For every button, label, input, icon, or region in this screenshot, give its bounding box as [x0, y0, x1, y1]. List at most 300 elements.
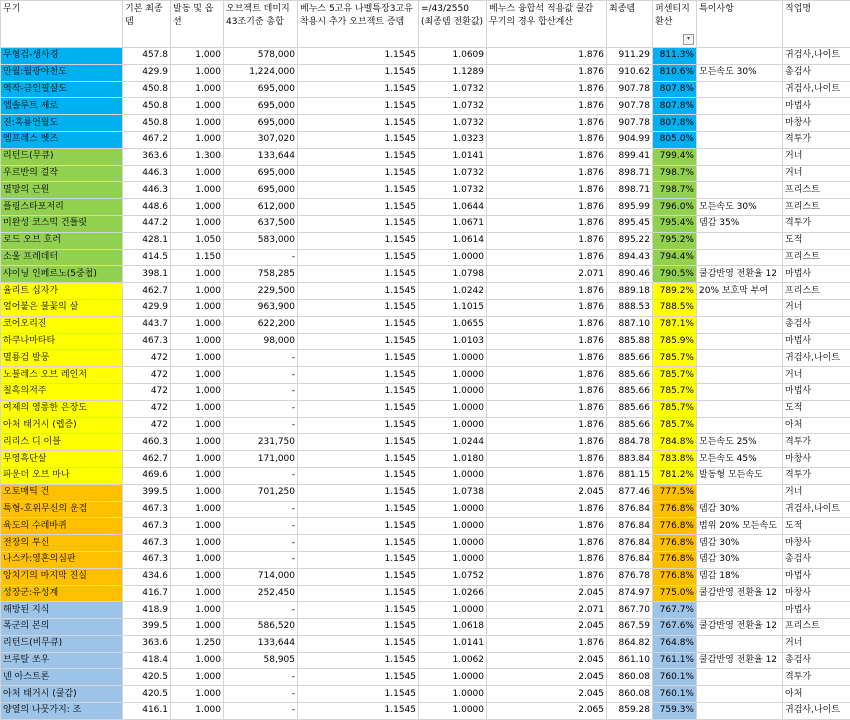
cell-final-damage[interactable]: 859.28	[607, 703, 653, 720]
cell-final-damage[interactable]: 895.22	[607, 232, 653, 249]
cell-base-final[interactable]: 462.7	[123, 283, 171, 300]
cell-remarks[interactable]: 모든속도 30%	[697, 199, 783, 216]
cell-weapon[interactable]: 여제의 영롱한 은장도	[1, 400, 123, 417]
cell-final-conversion[interactable]: 1.0062	[419, 652, 487, 669]
cell-remarks[interactable]	[697, 417, 783, 434]
cell-venus-bonus[interactable]: 1.1545	[298, 182, 419, 199]
cell-weapon[interactable]: 오토매틱 건	[1, 484, 123, 501]
cell-trigger-option[interactable]: 1.300	[171, 148, 224, 165]
cell-venus-bonus[interactable]: 1.1545	[298, 518, 419, 535]
cell-final-damage[interactable]: 911.29	[607, 48, 653, 65]
cell-final-damage[interactable]: 867.59	[607, 619, 653, 636]
cell-venus-fusion[interactable]: 1.876	[487, 635, 607, 652]
cell-object-damage[interactable]: 695,000	[224, 81, 298, 98]
cell-object-damage[interactable]: 252,450	[224, 585, 298, 602]
cell-trigger-option[interactable]: 1.000	[171, 568, 224, 585]
header-cell-venus-bonus[interactable]	[298, 1, 419, 48]
cell-venus-fusion[interactable]: 2.045	[487, 585, 607, 602]
cell-final-conversion[interactable]: 1.0103	[419, 333, 487, 350]
cell-final-damage[interactable]: 864.82	[607, 635, 653, 652]
cell-object-damage[interactable]: -	[224, 400, 298, 417]
cell-remarks[interactable]	[697, 400, 783, 417]
cell-final-conversion[interactable]: 1.0614	[419, 232, 487, 249]
cell-weapon[interactable]: 앱솔루트 제로	[1, 98, 123, 115]
cell-object-damage[interactable]: -	[224, 518, 298, 535]
cell-weapon[interactable]: 특형-호위무신의 운검	[1, 501, 123, 518]
cell-final-conversion[interactable]: 1.0000	[419, 367, 487, 384]
cell-object-damage[interactable]: 622,200	[224, 316, 298, 333]
cell-venus-bonus[interactable]: 1.1545	[298, 535, 419, 552]
cell-venus-bonus[interactable]: 1.1545	[298, 350, 419, 367]
cell-object-damage[interactable]: -	[224, 669, 298, 686]
cell-weapon[interactable]: 역작-금인필살도	[1, 81, 123, 98]
cell-venus-fusion[interactable]: 1.876	[487, 535, 607, 552]
cell-base-final[interactable]: 460.3	[123, 434, 171, 451]
header-cell-final-damage[interactable]	[607, 1, 653, 48]
cell-weapon[interactable]: 아처 태거시 (쿨감)	[1, 686, 123, 703]
cell-remarks[interactable]	[697, 686, 783, 703]
cell-remarks[interactable]	[697, 602, 783, 619]
cell-venus-fusion[interactable]: 2.045	[487, 652, 607, 669]
cell-final-conversion[interactable]: 1.0655	[419, 316, 487, 333]
cell-final-conversion[interactable]: 1.0000	[419, 551, 487, 568]
cell-venus-bonus[interactable]: 1.1545	[298, 686, 419, 703]
cell-weapon[interactable]: 샤이닝 인페르노(5중첩)	[1, 266, 123, 283]
cell-venus-fusion[interactable]: 2.045	[487, 686, 607, 703]
cell-percentage[interactable]: 790.5%	[653, 266, 697, 283]
cell-weapon[interactable]: 리턴드(비무큐)	[1, 635, 123, 652]
cell-final-damage[interactable]: 907.78	[607, 115, 653, 132]
cell-object-damage[interactable]: -	[224, 602, 298, 619]
cell-trigger-option[interactable]: 1.000	[171, 98, 224, 115]
cell-venus-bonus[interactable]: 1.1545	[298, 602, 419, 619]
cell-percentage[interactable]: 798.7%	[653, 182, 697, 199]
cell-weapon[interactable]: 율리트 십자가	[1, 283, 123, 300]
cell-weapon[interactable]: 아처 태거시 (렙증)	[1, 417, 123, 434]
cell-venus-fusion[interactable]: 1.876	[487, 148, 607, 165]
cell-job[interactable]: 거너	[783, 484, 850, 501]
cell-base-final[interactable]: 399.5	[123, 484, 171, 501]
cell-final-conversion[interactable]: 1.0000	[419, 417, 487, 434]
cell-final-damage[interactable]: 894.43	[607, 249, 653, 266]
cell-trigger-option[interactable]: 1.000	[171, 333, 224, 350]
cell-venus-fusion[interactable]: 2.045	[487, 619, 607, 636]
cell-weapon[interactable]: 넨 아스트론	[1, 669, 123, 686]
cell-remarks[interactable]	[697, 703, 783, 720]
cell-remarks[interactable]	[697, 350, 783, 367]
cell-final-damage[interactable]: 876.84	[607, 501, 653, 518]
cell-venus-fusion[interactable]: 1.876	[487, 98, 607, 115]
cell-venus-bonus[interactable]: 1.1545	[298, 64, 419, 81]
cell-base-final[interactable]: 418.4	[123, 652, 171, 669]
cell-final-conversion[interactable]: 1.0266	[419, 585, 487, 602]
cell-job[interactable]: 귀검사,나이트	[783, 350, 850, 367]
cell-percentage[interactable]: 759.3%	[653, 703, 697, 720]
cell-object-damage[interactable]: 58,905	[224, 652, 298, 669]
cell-venus-bonus[interactable]: 1.1545	[298, 115, 419, 132]
cell-percentage[interactable]: 798.7%	[653, 165, 697, 182]
cell-venus-fusion[interactable]: 1.876	[487, 383, 607, 400]
cell-object-damage[interactable]: -	[224, 551, 298, 568]
cell-base-final[interactable]: 467.3	[123, 501, 171, 518]
cell-final-damage[interactable]: 898.71	[607, 165, 653, 182]
cell-job[interactable]: 아처	[783, 417, 850, 434]
cell-venus-bonus[interactable]: 1.1545	[298, 669, 419, 686]
cell-percentage[interactable]: 807.8%	[653, 81, 697, 98]
cell-final-conversion[interactable]: 1.0000	[419, 350, 487, 367]
cell-venus-bonus[interactable]: 1.1545	[298, 434, 419, 451]
cell-weapon[interactable]: 무영흑단살	[1, 451, 123, 468]
cell-job[interactable]: 마법사	[783, 602, 850, 619]
cell-venus-bonus[interactable]: 1.1545	[298, 367, 419, 384]
cell-weapon[interactable]: 코어오리진	[1, 316, 123, 333]
cell-trigger-option[interactable]: 1.000	[171, 669, 224, 686]
cell-object-damage[interactable]: 231,750	[224, 434, 298, 451]
cell-remarks[interactable]	[697, 299, 783, 316]
cell-weapon[interactable]: 진:흑룡언월도	[1, 115, 123, 132]
cell-object-damage[interactable]: -	[224, 350, 298, 367]
cell-object-damage[interactable]: -	[224, 383, 298, 400]
header-cell-weapon[interactable]	[1, 1, 123, 48]
cell-remarks[interactable]: 뎀감 35%	[697, 215, 783, 232]
cell-percentage[interactable]: 788.5%	[653, 299, 697, 316]
cell-final-conversion[interactable]: 1.0609	[419, 48, 487, 65]
cell-venus-bonus[interactable]: 1.1545	[298, 283, 419, 300]
cell-weapon[interactable]: 리리스 디 이블	[1, 434, 123, 451]
cell-venus-fusion[interactable]: 1.876	[487, 333, 607, 350]
cell-base-final[interactable]: 472	[123, 367, 171, 384]
cell-remarks[interactable]: 모든속도 45%	[697, 451, 783, 468]
cell-base-final[interactable]: 467.3	[123, 551, 171, 568]
cell-final-conversion[interactable]: 1.0618	[419, 619, 487, 636]
cell-trigger-option[interactable]: 1.150	[171, 249, 224, 266]
cell-percentage[interactable]: 783.8%	[653, 451, 697, 468]
cell-percentage[interactable]: 794.4%	[653, 249, 697, 266]
cell-remarks[interactable]: 쿨감반영 전환율 12	[697, 585, 783, 602]
cell-final-conversion[interactable]: 1.0180	[419, 451, 487, 468]
cell-final-conversion[interactable]: 1.0000	[419, 518, 487, 535]
cell-final-damage[interactable]: 876.84	[607, 518, 653, 535]
cell-base-final[interactable]: 472	[123, 350, 171, 367]
cell-base-final[interactable]: 467.3	[123, 535, 171, 552]
cell-percentage[interactable]: 785.7%	[653, 400, 697, 417]
cell-percentage[interactable]: 785.9%	[653, 333, 697, 350]
cell-job[interactable]: 거너	[783, 635, 850, 652]
cell-venus-fusion[interactable]: 1.876	[487, 115, 607, 132]
cell-final-damage[interactable]: 910.62	[607, 64, 653, 81]
cell-trigger-option[interactable]: 1.000	[171, 383, 224, 400]
header-cell-percentage[interactable]	[653, 1, 697, 48]
cell-venus-bonus[interactable]: 1.1545	[298, 333, 419, 350]
cell-final-damage[interactable]: 874.97	[607, 585, 653, 602]
cell-base-final[interactable]: 472	[123, 383, 171, 400]
header-cell-object-damage[interactable]	[224, 1, 298, 48]
cell-weapon[interactable]: 브루탈 쏘우	[1, 652, 123, 669]
cell-object-damage[interactable]: 695,000	[224, 165, 298, 182]
cell-remarks[interactable]: 쿨감반영 전환율 12	[697, 652, 783, 669]
cell-remarks[interactable]	[697, 316, 783, 333]
cell-percentage[interactable]: 807.8%	[653, 98, 697, 115]
cell-object-damage[interactable]: 307,020	[224, 131, 298, 148]
cell-percentage[interactable]: 785.7%	[653, 350, 697, 367]
cell-job[interactable]: 도적	[783, 232, 850, 249]
cell-venus-fusion[interactable]: 1.876	[487, 249, 607, 266]
cell-final-damage[interactable]: 890.46	[607, 266, 653, 283]
cell-trigger-option[interactable]: 1.000	[171, 484, 224, 501]
cell-final-damage[interactable]: 904.99	[607, 131, 653, 148]
cell-percentage[interactable]: 761.1%	[653, 652, 697, 669]
cell-weapon[interactable]: 칠흑의저주	[1, 383, 123, 400]
cell-percentage[interactable]: 785.7%	[653, 383, 697, 400]
cell-trigger-option[interactable]: 1.000	[171, 115, 224, 132]
cell-base-final[interactable]: 446.3	[123, 182, 171, 199]
cell-weapon[interactable]: 리턴드(무큐)	[1, 148, 123, 165]
cell-object-damage[interactable]: 963,900	[224, 299, 298, 316]
cell-trigger-option[interactable]: 1.000	[171, 551, 224, 568]
cell-percentage[interactable]: 795.4%	[653, 215, 697, 232]
cell-weapon[interactable]: 하쿠나마타타	[1, 333, 123, 350]
cell-weapon[interactable]: 나스카:영혼의심판	[1, 551, 123, 568]
cell-final-conversion[interactable]: 1.0798	[419, 266, 487, 283]
cell-venus-fusion[interactable]: 1.876	[487, 283, 607, 300]
cell-final-conversion[interactable]: 1.0000	[419, 383, 487, 400]
cell-venus-fusion[interactable]: 2.045	[487, 669, 607, 686]
cell-base-final[interactable]: 363.6	[123, 635, 171, 652]
cell-remarks[interactable]	[697, 484, 783, 501]
cell-object-damage[interactable]: -	[224, 703, 298, 720]
cell-venus-fusion[interactable]: 1.876	[487, 350, 607, 367]
filter-dropdown-icon[interactable]: ▾	[683, 34, 694, 45]
cell-job[interactable]: 격투가	[783, 215, 850, 232]
cell-trigger-option[interactable]: 1.000	[171, 417, 224, 434]
cell-remarks[interactable]	[697, 367, 783, 384]
cell-final-damage[interactable]: 885.66	[607, 367, 653, 384]
cell-venus-bonus[interactable]: 1.1545	[298, 551, 419, 568]
cell-job[interactable]: 아처	[783, 686, 850, 703]
cell-venus-fusion[interactable]: 1.876	[487, 400, 607, 417]
cell-job[interactable]: 도적	[783, 518, 850, 535]
cell-venus-bonus[interactable]: 1.1545	[298, 266, 419, 283]
cell-job[interactable]: 마창사	[783, 115, 850, 132]
cell-venus-bonus[interactable]: 1.1545	[298, 249, 419, 266]
cell-final-damage[interactable]: 889.18	[607, 283, 653, 300]
cell-remarks[interactable]	[697, 165, 783, 182]
cell-percentage[interactable]: 787.1%	[653, 316, 697, 333]
cell-base-final[interactable]: 467.2	[123, 131, 171, 148]
cell-final-damage[interactable]: 885.66	[607, 350, 653, 367]
cell-object-damage[interactable]: 714,000	[224, 568, 298, 585]
cell-job[interactable]: 격투가	[783, 669, 850, 686]
cell-trigger-option[interactable]: 1.000	[171, 535, 224, 552]
cell-final-conversion[interactable]: 1.0000	[419, 703, 487, 720]
cell-venus-fusion[interactable]: 1.876	[487, 299, 607, 316]
header-cell-venus-fusion[interactable]	[487, 1, 607, 48]
cell-base-final[interactable]: 429.9	[123, 64, 171, 81]
cell-remarks[interactable]	[697, 131, 783, 148]
cell-final-conversion[interactable]: 1.0671	[419, 215, 487, 232]
cell-venus-bonus[interactable]: 1.1545	[298, 316, 419, 333]
cell-percentage[interactable]: 785.7%	[653, 417, 697, 434]
cell-venus-bonus[interactable]: 1.1545	[298, 501, 419, 518]
cell-base-final[interactable]: 448.6	[123, 199, 171, 216]
cell-job[interactable]: 마법사	[783, 266, 850, 283]
cell-base-final[interactable]: 416.7	[123, 585, 171, 602]
cell-percentage[interactable]: 777.5%	[653, 484, 697, 501]
cell-object-damage[interactable]: 695,000	[224, 182, 298, 199]
cell-percentage[interactable]: 760.1%	[653, 686, 697, 703]
cell-job[interactable]: 총검사	[783, 551, 850, 568]
cell-base-final[interactable]: 467.3	[123, 518, 171, 535]
cell-final-damage[interactable]: 885.88	[607, 333, 653, 350]
cell-percentage[interactable]: 760.1%	[653, 669, 697, 686]
cell-base-final[interactable]: 446.3	[123, 165, 171, 182]
cell-remarks[interactable]	[697, 115, 783, 132]
cell-remarks[interactable]: 모든속도 25%	[697, 434, 783, 451]
cell-percentage[interactable]: 764.8%	[653, 635, 697, 652]
cell-percentage[interactable]: 776.8%	[653, 535, 697, 552]
cell-weapon[interactable]: 미완성 코스믹 건틀릿	[1, 215, 123, 232]
cell-base-final[interactable]: 457.8	[123, 48, 171, 65]
cell-venus-fusion[interactable]: 1.876	[487, 199, 607, 216]
cell-venus-fusion[interactable]: 1.876	[487, 48, 607, 65]
cell-venus-bonus[interactable]: 1.1545	[298, 199, 419, 216]
cell-object-damage[interactable]: 583,000	[224, 232, 298, 249]
cell-final-damage[interactable]: 885.66	[607, 383, 653, 400]
cell-venus-fusion[interactable]: 1.876	[487, 451, 607, 468]
cell-venus-bonus[interactable]: 1.1545	[298, 232, 419, 249]
cell-venus-fusion[interactable]: 1.876	[487, 551, 607, 568]
header-cell-trigger-option[interactable]	[171, 1, 224, 48]
cell-job[interactable]: 거너	[783, 299, 850, 316]
cell-remarks[interactable]	[697, 383, 783, 400]
cell-job[interactable]: 마창사	[783, 585, 850, 602]
cell-final-conversion[interactable]: 1.0000	[419, 501, 487, 518]
cell-job[interactable]: 격투가	[783, 467, 850, 484]
cell-weapon[interactable]: 소울 프레데터	[1, 249, 123, 266]
cell-object-damage[interactable]: -	[224, 535, 298, 552]
cell-final-damage[interactable]: 895.99	[607, 199, 653, 216]
cell-venus-bonus[interactable]: 1.1545	[298, 98, 419, 115]
cell-venus-bonus[interactable]: 1.1545	[298, 484, 419, 501]
cell-trigger-option[interactable]: 1.000	[171, 81, 224, 98]
cell-final-conversion[interactable]: 1.1289	[419, 64, 487, 81]
cell-job[interactable]: 총검사	[783, 652, 850, 669]
cell-venus-bonus[interactable]: 1.1545	[298, 417, 419, 434]
cell-object-damage[interactable]: 758,285	[224, 266, 298, 283]
cell-job[interactable]: 격투가	[783, 131, 850, 148]
cell-base-final[interactable]: 450.8	[123, 115, 171, 132]
cell-base-final[interactable]: 363.6	[123, 148, 171, 165]
cell-venus-bonus[interactable]: 1.1545	[298, 703, 419, 720]
cell-weapon[interactable]: 멸망의 근원	[1, 182, 123, 199]
cell-trigger-option[interactable]: 1.000	[171, 165, 224, 182]
cell-trigger-option[interactable]: 1.000	[171, 316, 224, 333]
cell-percentage[interactable]: 811.3%	[653, 48, 697, 65]
cell-base-final[interactable]: 447.2	[123, 215, 171, 232]
cell-base-final[interactable]: 467.3	[123, 333, 171, 350]
cell-object-damage[interactable]: -	[224, 686, 298, 703]
header-cell-final-conversion[interactable]	[419, 1, 487, 48]
cell-remarks[interactable]: 쿨감반영 전환율 12	[697, 619, 783, 636]
cell-object-damage[interactable]: -	[224, 467, 298, 484]
cell-trigger-option[interactable]: 1.000	[171, 64, 224, 81]
cell-venus-fusion[interactable]: 2.071	[487, 266, 607, 283]
cell-venus-bonus[interactable]: 1.1545	[298, 652, 419, 669]
cell-final-conversion[interactable]: 1.0732	[419, 182, 487, 199]
cell-job[interactable]: 마법사	[783, 98, 850, 115]
header-cell-job[interactable]	[783, 1, 850, 48]
cell-percentage[interactable]: 767.7%	[653, 602, 697, 619]
cell-object-damage[interactable]: 98,000	[224, 333, 298, 350]
cell-venus-fusion[interactable]: 1.876	[487, 434, 607, 451]
cell-percentage[interactable]: 789.2%	[653, 283, 697, 300]
cell-percentage[interactable]: 776.8%	[653, 568, 697, 585]
cell-object-damage[interactable]: 578,000	[224, 48, 298, 65]
cell-venus-bonus[interactable]: 1.1545	[298, 467, 419, 484]
cell-weapon[interactable]: 해방된 지식	[1, 602, 123, 619]
cell-final-damage[interactable]: 907.78	[607, 98, 653, 115]
cell-final-conversion[interactable]: 1.0732	[419, 165, 487, 182]
cell-trigger-option[interactable]: 1.000	[171, 182, 224, 199]
cell-trigger-option[interactable]: 1.000	[171, 451, 224, 468]
cell-final-damage[interactable]: 885.66	[607, 417, 653, 434]
cell-job[interactable]: 거너	[783, 165, 850, 182]
cell-remarks[interactable]	[697, 669, 783, 686]
cell-base-final[interactable]: 469.6	[123, 467, 171, 484]
cell-venus-bonus[interactable]: 1.1545	[298, 299, 419, 316]
cell-object-damage[interactable]: -	[224, 367, 298, 384]
cell-object-damage[interactable]: 1,224,000	[224, 64, 298, 81]
cell-trigger-option[interactable]: 1.000	[171, 602, 224, 619]
cell-final-damage[interactable]: 899.41	[607, 148, 653, 165]
cell-percentage[interactable]: 799.4%	[653, 148, 697, 165]
cell-final-conversion[interactable]: 1.0244	[419, 434, 487, 451]
cell-percentage[interactable]: 795.2%	[653, 232, 697, 249]
cell-venus-bonus[interactable]: 1.1545	[298, 383, 419, 400]
cell-base-final[interactable]: 399.5	[123, 619, 171, 636]
cell-percentage[interactable]: 805.0%	[653, 131, 697, 148]
cell-venus-bonus[interactable]: 1.1545	[298, 148, 419, 165]
header-cell-remarks[interactable]	[697, 1, 783, 48]
cell-object-damage[interactable]: -	[224, 249, 298, 266]
cell-trigger-option[interactable]: 1.000	[171, 266, 224, 283]
cell-final-damage[interactable]: 876.84	[607, 535, 653, 552]
cell-remarks[interactable]	[697, 232, 783, 249]
cell-final-conversion[interactable]: 1.1015	[419, 299, 487, 316]
cell-trigger-option[interactable]: 1.000	[171, 467, 224, 484]
cell-final-conversion[interactable]: 1.0732	[419, 81, 487, 98]
cell-object-damage[interactable]: 695,000	[224, 115, 298, 132]
cell-object-damage[interactable]: 229,500	[224, 283, 298, 300]
cell-base-final[interactable]: 418.9	[123, 602, 171, 619]
cell-object-damage[interactable]: 133,644	[224, 635, 298, 652]
cell-job[interactable]: 도적	[783, 400, 850, 417]
cell-venus-fusion[interactable]: 1.876	[487, 568, 607, 585]
cell-trigger-option[interactable]: 1.000	[171, 585, 224, 602]
cell-trigger-option[interactable]: 1.000	[171, 703, 224, 720]
cell-remarks[interactable]: 범위 20% 모든속도	[697, 518, 783, 535]
cell-final-conversion[interactable]: 1.0644	[419, 199, 487, 216]
cell-job[interactable]: 귀검사,나이트	[783, 501, 850, 518]
cell-percentage[interactable]: 785.7%	[653, 367, 697, 384]
cell-final-conversion[interactable]: 1.0000	[419, 669, 487, 686]
cell-percentage[interactable]: 776.8%	[653, 501, 697, 518]
cell-venus-bonus[interactable]: 1.1545	[298, 451, 419, 468]
cell-base-final[interactable]: 450.8	[123, 98, 171, 115]
cell-weapon[interactable]: 파운더 오브 마나	[1, 467, 123, 484]
cell-final-damage[interactable]: 888.53	[607, 299, 653, 316]
cell-final-conversion[interactable]: 1.0242	[419, 283, 487, 300]
